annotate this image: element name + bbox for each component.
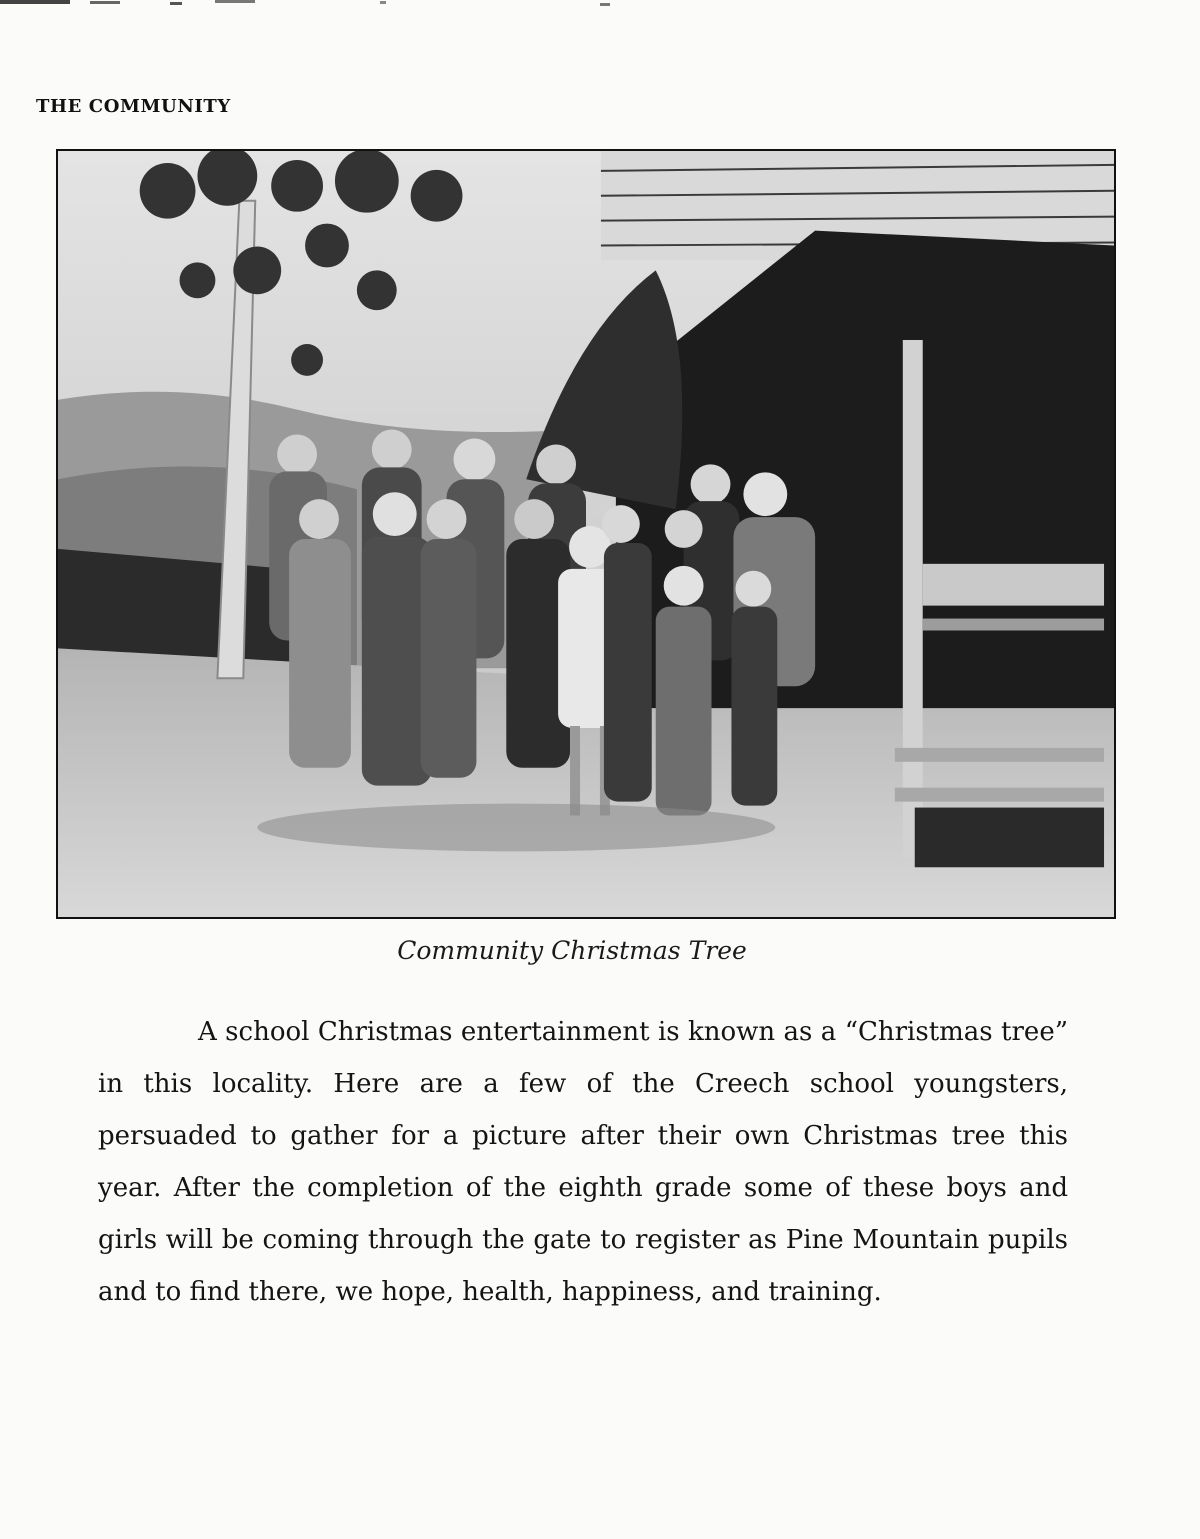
community-photo [56,149,1116,919]
running-head: THE COMMUNITY [36,96,231,117]
body-paragraph: A school Christmas entertainment is known as a “Christmas tree” in this locality. Here are a few of the Creech school youngsters, persuaded to gather for a picture after their own Christmas tree this year. After the completion of the eighth grade some of these boys and girls will be coming through the gate to register as Pine Mountain pupils and to find there, we hope, health, happiness, and training. [98,1017,1068,1307]
scan-edge-marks [0,0,620,12]
children-group-photo-illustration [58,151,1114,917]
photo-caption: Community Christmas Tree [397,936,747,965]
